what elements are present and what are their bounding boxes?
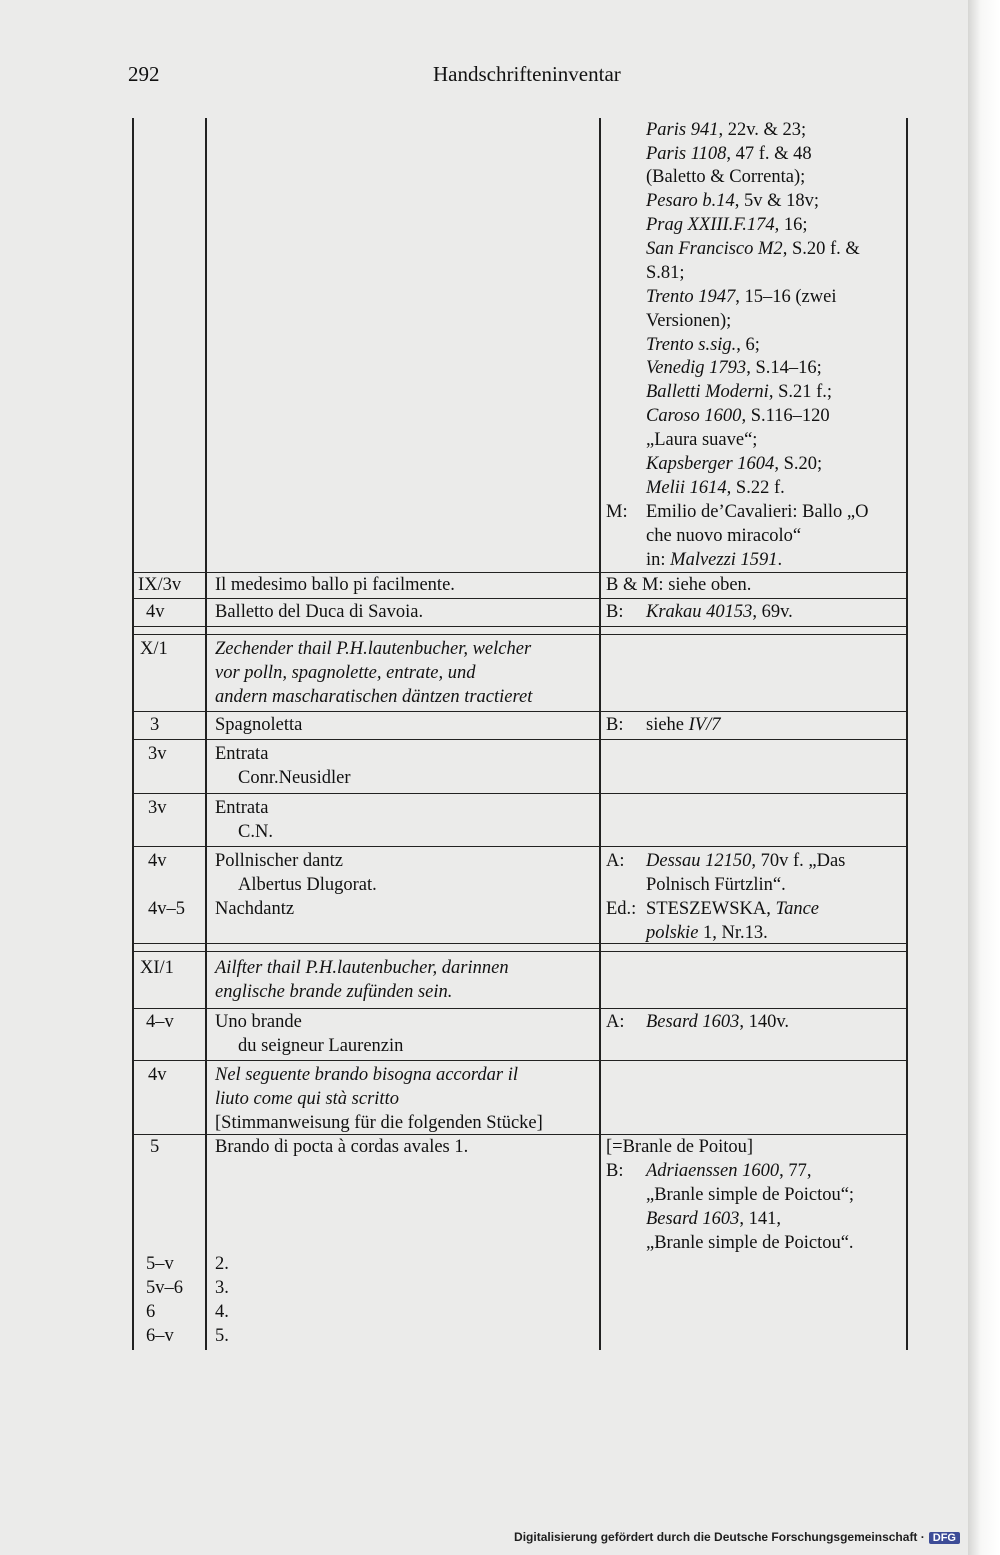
concordance-line: Melii 1614, S.22 f. xyxy=(646,478,785,498)
folio: 6–v xyxy=(146,1326,174,1346)
concordance-line: S.81; xyxy=(646,263,685,283)
concordance-line: Besard 1603, 141, xyxy=(646,1209,781,1229)
folio: 5–v xyxy=(146,1254,174,1274)
piece-title: 5. xyxy=(215,1326,229,1346)
concordance-line: Kapsberger 1604, S.20; xyxy=(646,454,823,474)
source-prefix: Ed.: xyxy=(606,899,637,919)
piece-title: 2. xyxy=(215,1254,229,1274)
piece-title: Entrata xyxy=(215,798,269,818)
section-heading: vor polln, spagnolette, entrate, und xyxy=(215,663,476,683)
concordance-line: in: Malvezzi 1591. xyxy=(646,550,783,570)
dfg-logo: DFG xyxy=(929,1532,960,1544)
concordance-line: STESZEWSKA, Tance xyxy=(646,899,820,919)
piece-title: 4. xyxy=(215,1302,229,1322)
row-divider xyxy=(132,1008,907,1009)
concordance-line: Versionen); xyxy=(646,311,732,331)
composer: du seigneur Laurenzin xyxy=(238,1036,404,1056)
row-divider xyxy=(132,634,907,635)
source-prefix: B: xyxy=(606,1161,624,1181)
row-divider xyxy=(132,793,907,794)
piece-title: Brando di pocta à cordas avales 1. xyxy=(215,1137,469,1157)
row-divider xyxy=(132,1060,907,1061)
folio: 4v xyxy=(148,1065,167,1085)
piece-title: Balletto del Duca di Savoia. xyxy=(215,602,424,622)
concordance-line: „Branle simple de Poictou“. xyxy=(646,1233,854,1253)
folio: 6 xyxy=(146,1302,156,1322)
row-divider xyxy=(132,951,907,952)
instruction-text: Nel seguente brando bisogna accordar il xyxy=(215,1065,518,1085)
composer: Conr.Neusidler xyxy=(238,768,351,788)
table-rule-middle xyxy=(599,118,601,1350)
concordance-line: Pesaro b.14, 5v & 18v; xyxy=(646,191,820,211)
concordance-line: Trento s.sig., 6; xyxy=(646,335,760,355)
table-rule-left xyxy=(132,118,134,1350)
composer: Albertus Dlugorat. xyxy=(238,875,377,895)
concordance-line: Paris 941, 22v. & 23; xyxy=(646,120,807,140)
folio: 5 xyxy=(150,1137,160,1157)
concordance-line: Prag XXIII.F.174, 16; xyxy=(646,215,808,235)
row-divider xyxy=(132,943,907,944)
section-heading: Zechender thail P.H.lautenbucher, welcher xyxy=(215,639,532,659)
concordance-line: [=Branle de Poitou] xyxy=(606,1137,754,1157)
folio: X/1 xyxy=(140,639,168,659)
page-number: 292 xyxy=(128,62,160,86)
instruction-text: liuto come qui stà scritto xyxy=(215,1089,399,1109)
concordance-line: Krakau 40153, 69v. xyxy=(646,602,793,622)
concordance-line: B & M: siehe oben. xyxy=(606,575,752,595)
folio: 3v xyxy=(148,744,167,764)
row-divider xyxy=(132,739,907,740)
piece-title: Il medesimo ballo pi facilmente. xyxy=(215,575,455,595)
folio: 3 xyxy=(150,715,160,735)
page-edge-shadow xyxy=(968,0,1000,1555)
row-divider xyxy=(132,711,907,712)
concordance-line: Adriaenssen 1600, 77, xyxy=(646,1161,812,1181)
row-divider xyxy=(132,598,907,599)
folio: 3v xyxy=(148,798,167,818)
concordance-line: Polnisch Fürtzlin“. xyxy=(646,875,786,895)
piece-title: Pollnischer dantz xyxy=(215,851,343,871)
running-title: Handschrifteninventar xyxy=(433,62,621,86)
source-prefix: A: xyxy=(606,851,625,871)
folio: 5v–6 xyxy=(146,1278,183,1298)
table-rule-folio xyxy=(205,118,207,1350)
source-prefix: B: xyxy=(606,602,624,622)
folio: XI/1 xyxy=(140,958,174,978)
concordance-line: Emilio de’Cavalieri: Ballo „O xyxy=(646,502,869,522)
piece-title: Spagnoletta xyxy=(215,715,303,735)
folio: 4–v xyxy=(146,1012,174,1032)
concordance-line: Trento 1947, 15–16 (zwei xyxy=(646,287,837,307)
digitization-credit: Digitalisierung gefördert durch die Deutsche Forschungsgemeinschaft · DFG xyxy=(514,1530,960,1544)
concordance-line: Balletti Moderni, S.21 f.; xyxy=(646,382,833,402)
source-prefix: A: xyxy=(606,1012,625,1032)
folio: 4v–5 xyxy=(148,899,185,919)
section-heading: englische brande zufünden sein. xyxy=(215,982,453,1002)
row-divider xyxy=(132,626,907,627)
section-heading: andern mascharatischen däntzen tractieret xyxy=(215,687,533,707)
concordance-line: (Baletto & Correnta); xyxy=(646,167,806,187)
instruction-note: [Stimmanweisung für die folgenden Stücke] xyxy=(215,1113,543,1133)
piece-title: Entrata xyxy=(215,744,269,764)
piece-title: Uno brande xyxy=(215,1012,302,1032)
folio: 4v xyxy=(148,851,167,871)
row-divider xyxy=(132,846,907,847)
source-prefix: M: xyxy=(606,502,628,522)
concordance-line: San Francisco M2, S.20 f. & xyxy=(646,239,860,259)
folio: 4v xyxy=(146,602,165,622)
concordance-line: Besard 1603, 140v. xyxy=(646,1012,790,1032)
source-prefix: B: xyxy=(606,715,624,735)
table-rule-right xyxy=(906,118,908,1350)
composer: C.N. xyxy=(238,822,273,842)
concordance-line: „Laura suave“; xyxy=(646,430,758,450)
concordance-line: polskie 1, Nr.13. xyxy=(646,923,768,943)
concordance-line: Dessau 12150, 70v f. „Das xyxy=(646,851,846,871)
section-heading: Ailfter thail P.H.lautenbucher, darinnen xyxy=(215,958,509,978)
concordance-line: Paris 1108, 47 f. & 48 xyxy=(646,144,812,164)
concordance-line: Caroso 1600, S.116–120 xyxy=(646,406,830,426)
concordance-line: „Branle simple de Poictou“; xyxy=(646,1185,855,1205)
folio: IX/3v xyxy=(138,575,182,595)
concordance-line: Venedig 1793, S.14–16; xyxy=(646,358,822,378)
piece-title: Nachdantz xyxy=(215,899,295,919)
piece-title: 3. xyxy=(215,1278,229,1298)
concordance-line: siehe IV/7 xyxy=(646,715,721,735)
concordance-line: che nuovo miracolo“ xyxy=(646,526,802,546)
